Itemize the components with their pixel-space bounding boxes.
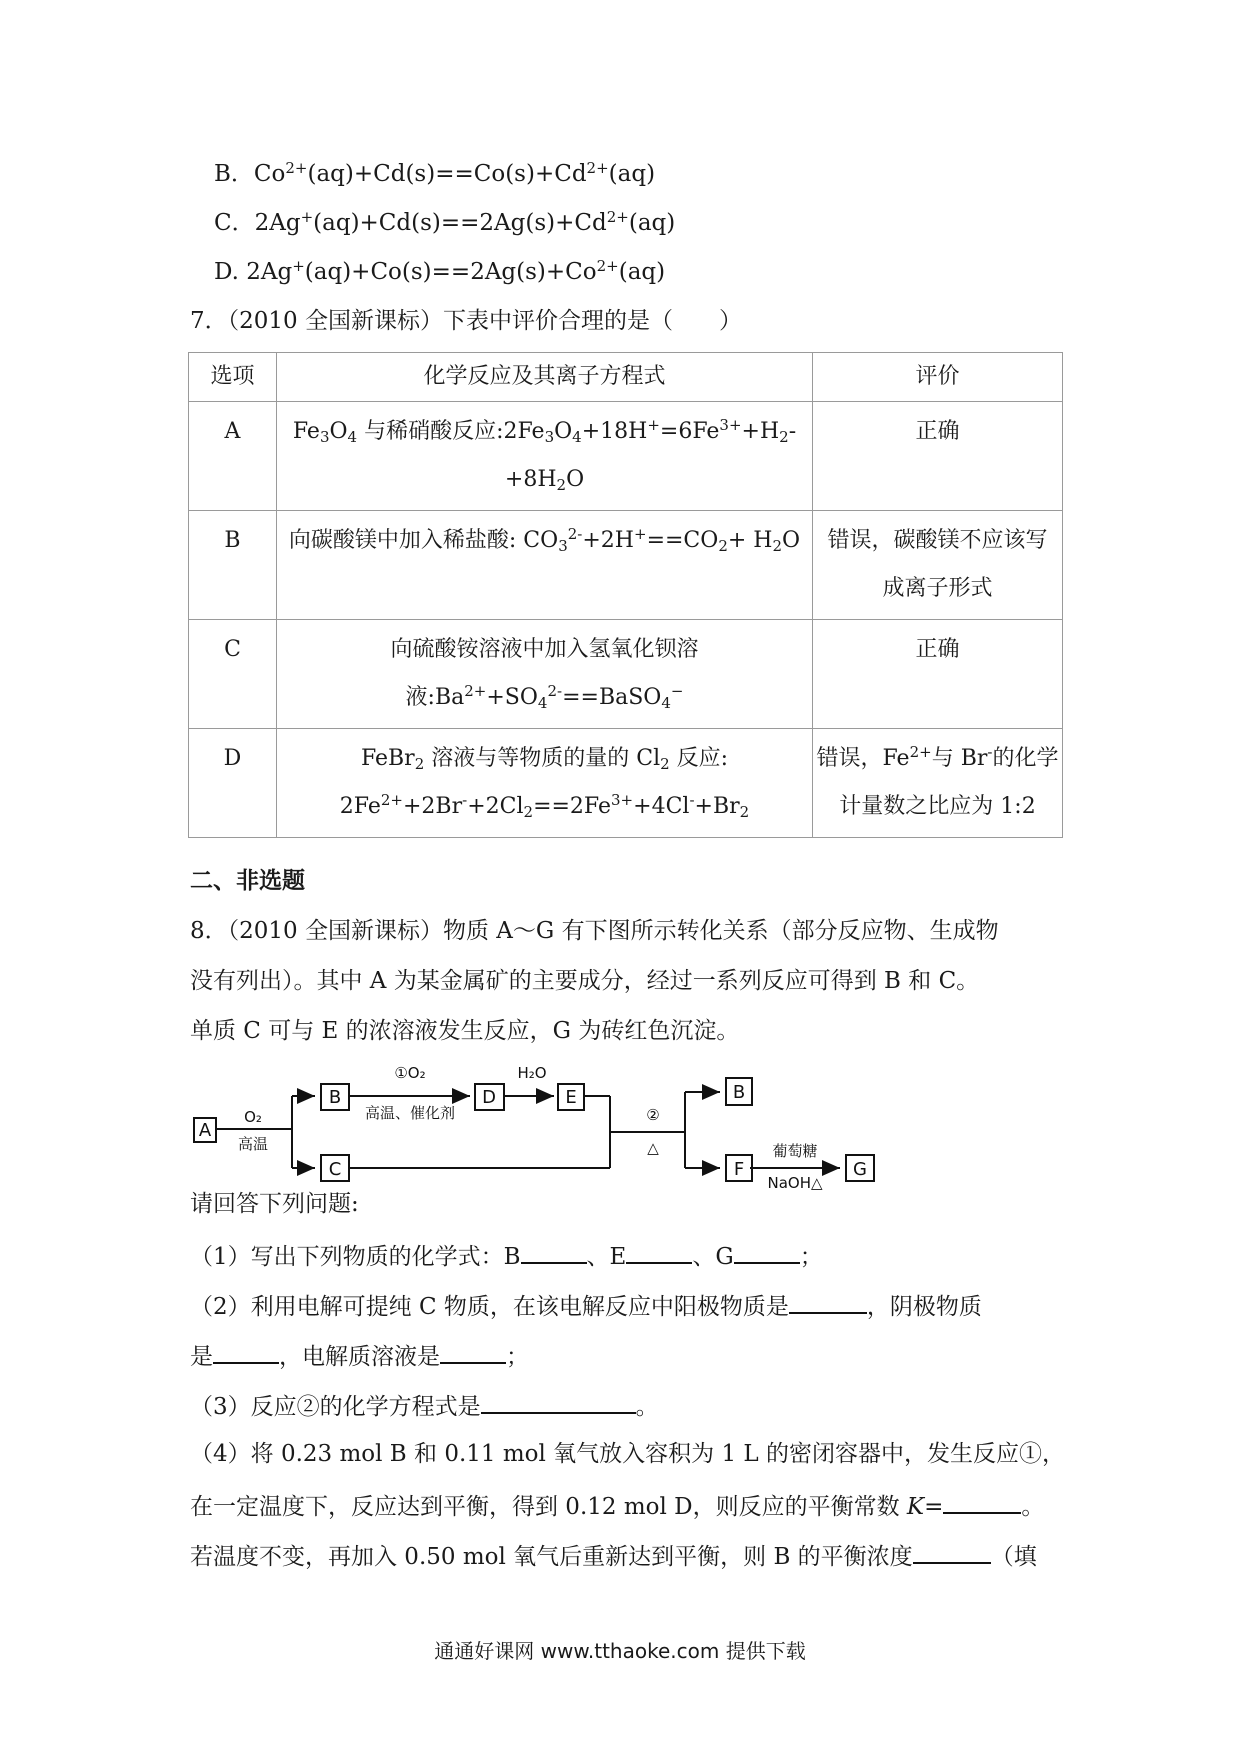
label-step1-o2: ①O₂ bbox=[394, 1064, 426, 1082]
evaluation-cell: 正确 bbox=[813, 620, 1063, 729]
answer-blank[interactable] bbox=[734, 1238, 800, 1264]
q8-sub4-line3: 若温度不变，再加入 0.50 mol 氧气后重新达到平衡，则 B 的平衡浓度 （填 bbox=[190, 1538, 1037, 1573]
table-row bbox=[189, 729, 1063, 838]
label-naoh: NaOH△ bbox=[767, 1174, 823, 1192]
reaction-flow-diagram bbox=[180, 1058, 900, 1192]
answer-blank[interactable] bbox=[789, 1288, 867, 1314]
table-row bbox=[189, 511, 1063, 620]
answer-blank[interactable] bbox=[521, 1238, 587, 1264]
label-h2o: H₂O bbox=[517, 1064, 547, 1082]
table-row bbox=[189, 620, 1063, 729]
option-cell: B bbox=[189, 511, 277, 620]
label-heat: △ bbox=[647, 1139, 659, 1157]
node-g: G bbox=[853, 1159, 867, 1180]
node-c: C bbox=[328, 1159, 342, 1180]
label-high-temp: 高温 bbox=[237, 1135, 269, 1153]
answer-blank[interactable] bbox=[943, 1488, 1021, 1514]
option-cell: C bbox=[189, 620, 277, 729]
q8-sub4-line1: （4）将 0.23 mol B 和 0.11 mol 氧气放入容积为 1 L 的密闭容器中，发生反应①， bbox=[190, 1441, 1065, 1467]
answer-blank[interactable] bbox=[213, 1338, 279, 1364]
table-header: 评价 bbox=[813, 353, 1063, 402]
evaluation-cell: 错误，$Fe^{2+}$与 Br-的化学 计量数之比应为 1:2 bbox=[813, 729, 1063, 838]
q6-option-c: C．$2Ag^+(aq)+Cd(s)==2Ag(s)+Cd^{2+}(aq)$ bbox=[214, 207, 676, 236]
q8-sub3: （3）反应②的化学方程式是 。 bbox=[190, 1388, 659, 1423]
answer-blank[interactable] bbox=[626, 1238, 692, 1264]
q8-stem-line: 单质 C 可与 E 的浓溶液发生反应，G 为砖红色沉淀。 bbox=[190, 1018, 740, 1044]
page-footer: 通通好课网 www.tthaoke.com 提供下载 bbox=[434, 1639, 806, 1663]
evaluation-cell: 正确 bbox=[813, 402, 1063, 511]
label-o2: O₂ bbox=[244, 1108, 262, 1126]
table-row bbox=[189, 402, 1063, 511]
equation-cell: 向硫酸铵溶液中加入氢氧化钡溶 液$:Ba^{2+}+SO_4^{2-}==BaSO_4^-$ bbox=[277, 620, 813, 729]
label-conditions: 高温、催化剂 bbox=[364, 1104, 456, 1122]
label-glucose: 葡萄糖 bbox=[772, 1142, 818, 1160]
node-f: F bbox=[733, 1159, 745, 1180]
table-header-row bbox=[189, 353, 1063, 402]
equation-cell: FeBr$_2$ 溶液与等物质的量的 $Cl_2$ 反应: $2Fe^{2+}+2Br^-+2Cl_2==2Fe^{3+}+4Cl^-+Br_2$ bbox=[277, 729, 813, 838]
q8-sub4-line2: 在一定温度下，反应达到平衡，得到 0.12 mol D，则反应的平衡常数 K= 。 bbox=[190, 1488, 1044, 1523]
answer-blank[interactable] bbox=[440, 1338, 506, 1364]
answer-blank[interactable] bbox=[913, 1538, 991, 1564]
q8-stem-line: 8．（2010 全国新课标）物质 A～G 有下图所示转化关系（部分反应物、生成物 bbox=[190, 918, 999, 944]
q8-sub2-line1: （2）利用电解可提纯 C 物质，在该电解反应中阳极物质是 ，阴极物质 bbox=[190, 1288, 982, 1323]
node-d: D bbox=[482, 1087, 496, 1108]
table-header: 选项 bbox=[189, 353, 277, 402]
table-header: 化学反应及其离子方程式 bbox=[277, 353, 813, 402]
q8-sub2-line2: 是 ，电解质溶液是 ； bbox=[190, 1338, 529, 1373]
option-cell: D bbox=[189, 729, 277, 838]
q6-option-b: B．$Co^{2+}(aq)+Cd(s)==Co(s)+Cd^{2+}(aq)$ bbox=[214, 158, 656, 187]
section-heading: 二、非选题 bbox=[190, 867, 305, 894]
node-e: E bbox=[565, 1087, 577, 1108]
option-cell: A bbox=[189, 402, 277, 511]
answer-blank[interactable] bbox=[481, 1388, 636, 1414]
q6-option-d: D. $2Ag^+(aq)+Co(s)==2Ag(s)+Co^{2+}(aq)$ bbox=[214, 256, 666, 285]
q8-stem-line: 没有列出）。其中 A 为某金属矿的主要成分，经过一系列反应可得到 B 和 C。 bbox=[190, 968, 980, 994]
q8-prompt: 请回答下列问题: bbox=[190, 1191, 359, 1217]
equation-cell: 向碳酸镁中加入稀盐酸: $CO_3^{2-}+2H^+==CO_2+ H_2O$ bbox=[277, 511, 813, 620]
equation-cell: $Fe_3O_4$ 与稀硝酸反应$:2Fe_3O_4+18H^+=6Fe^{3+}+H_2-$ $+8H_2O$ bbox=[277, 402, 813, 511]
q7-stem: 7．（2010 全国新课标）下表中评价合理的是（ ） bbox=[190, 308, 742, 334]
node-b-product: B bbox=[732, 1082, 746, 1103]
q7-table bbox=[188, 352, 1063, 838]
evaluation-cell: 错误，碳酸镁不应该写 成离子形式 bbox=[813, 511, 1063, 620]
node-b: B bbox=[328, 1087, 342, 1108]
label-step2: ② bbox=[646, 1106, 660, 1124]
q8-sub1: （1）写出下列物质的化学式：B 、E 、G ； bbox=[190, 1238, 823, 1273]
node-a: A bbox=[198, 1120, 212, 1141]
